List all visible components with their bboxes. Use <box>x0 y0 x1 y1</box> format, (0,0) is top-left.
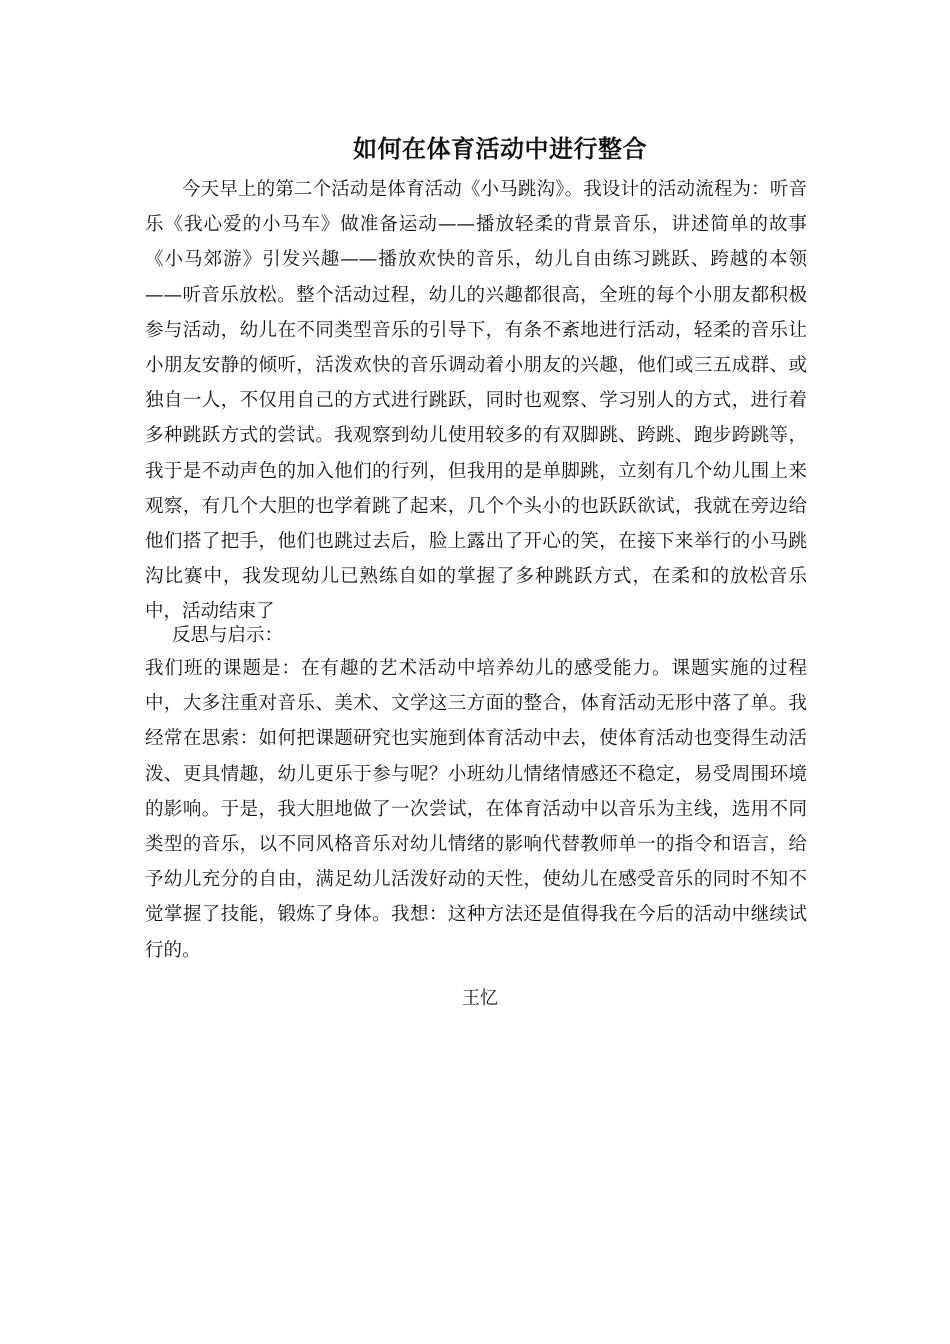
paragraph-reflection-body <box>145 651 807 968</box>
reflection-body-text: 我们班的课题是：在有趣的艺术活动中培养幼儿的感受能力。课题实施的过程中，大多注重对音乐、美术、文学这三方面的整合，体育活动无形中落了单。我经常在思索：如何把课题研究也实施到体育活动中去，使体育活动也变得生动活泼、更具情趣，幼儿更乐于参与呢？小班幼儿情绪情感还不稳定，易受周围环境的影响。于是，我大胆地做了一次尝试，在体育活动中以音乐为主线，选用不同类型的音乐，以不同风格音乐对幼儿情绪的影响代替教师单一的指令和语言，给予幼儿充分的自由，满足幼儿活泼好动的天性，使幼儿在感受音乐的同时不知不觉掌握了技能，锻炼了身体。我想：这种方法还是值得我在今后的活动中继续试行的。 <box>145 658 807 961</box>
paragraph-activity-description: 今天早上的第二个活动是体育活动《小马跳沟》。我设计的活动流程为：听音乐《我心爱的小马车》做准备运动——播放轻柔的背景音乐，讲述简单的故事《小马郊游》引发兴趣——播放欢快的音乐，幼儿自由练习跳跃、跨越的本领——听音乐放松。整个活动过程，幼儿的兴趣都很高，全班的每个小朋友都积极参与活动，幼儿在不同类型音乐的引导下，有条不紊地进行活动，轻柔的音乐让小朋友安静的倾听，活泼欢快的音乐调动着小朋友的兴趣，他们或三五成群、或独自一人，不仅用自己的方式进行跳跃，同时也观察、学习别人的方式，进行着多种跳跃方式的尝试。我观察到幼儿使用较多的有双脚跳、跨跳、跑步跨跳等，我于是不动声色的加入他们的行列，但我用的是单脚跳，立刻有几个幼儿围上来观察，有几个大胆的也学着跳了起来，几个个头小的也跃跃欲试，我就在旁边给他们搭了把手，他们也跳过去后，脸上露出了开心的笑，在接下来举行的小马跳沟比赛中，我发现幼儿已熟练自如的掌握了多种跳跃方式，在柔和的放松音乐中，活动结束了 <box>145 179 807 623</box>
document-title: 如何在体育活动中进行整合 <box>353 134 647 163</box>
author-name: 王忆 <box>462 988 498 1009</box>
paragraph-reflection-heading: 反思与启示： <box>172 625 284 646</box>
